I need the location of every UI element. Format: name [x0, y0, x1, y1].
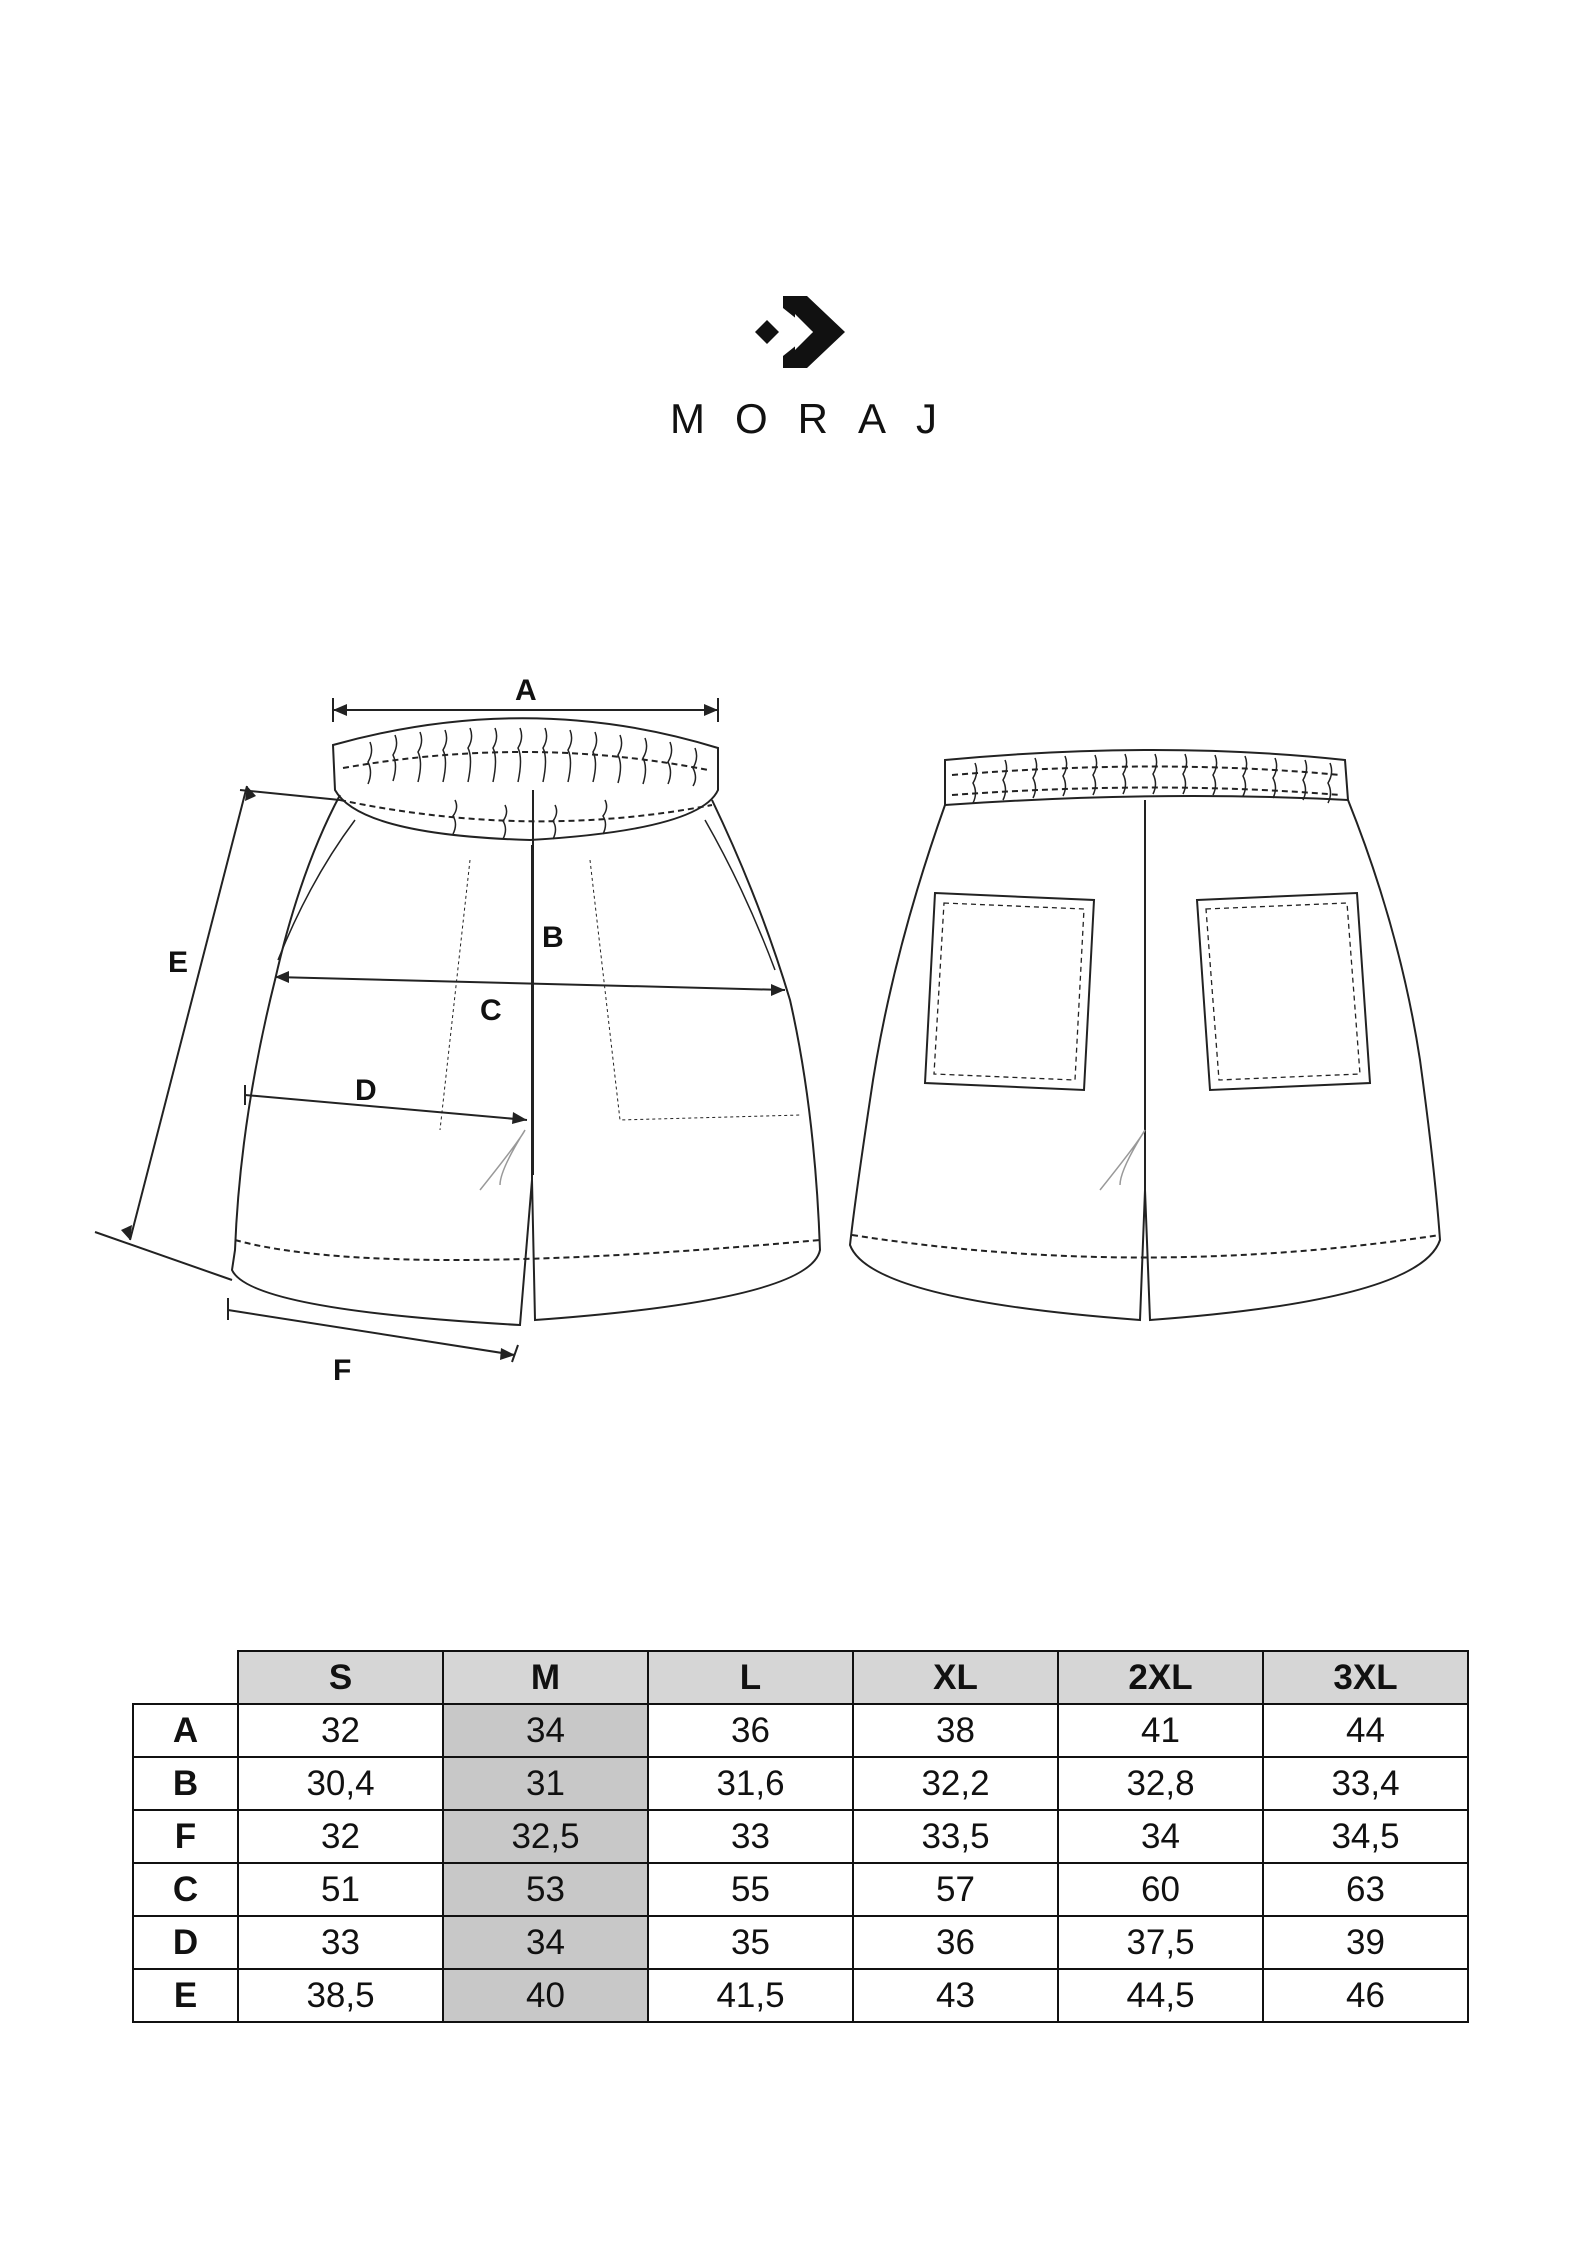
table-cell: 34,5	[1263, 1810, 1468, 1863]
table-row	[133, 1810, 1468, 1863]
table-cell: 44	[1263, 1704, 1468, 1757]
size-header: 3XL	[1263, 1651, 1468, 1704]
table-cell: 46	[1263, 1969, 1468, 2022]
table-cell: 34	[443, 1704, 648, 1757]
table-cell: 33	[648, 1810, 853, 1863]
label-d: D	[355, 1074, 377, 1107]
row-label: A	[133, 1704, 238, 1757]
table-cell: 40	[443, 1969, 648, 2022]
table-cell: 30,4	[238, 1757, 443, 1810]
size-chart-table	[132, 1650, 1469, 2023]
table-row	[133, 1969, 1468, 2022]
dimension-lines	[95, 698, 785, 1362]
brand-name: MORAJ	[670, 395, 967, 442]
table-cell: 32	[238, 1704, 443, 1757]
table-cell: 44,5	[1058, 1969, 1263, 2022]
table-cell: 32	[238, 1810, 443, 1863]
table-cell: 53	[443, 1863, 648, 1916]
table-cell: 32,8	[1058, 1757, 1263, 1810]
table-cell: 39	[1263, 1916, 1468, 1969]
size-header: L	[648, 1651, 853, 1704]
row-label: E	[133, 1969, 238, 2022]
table-cell: 38	[853, 1704, 1058, 1757]
table-cell: 57	[853, 1863, 1058, 1916]
label-f: F	[333, 1354, 352, 1387]
size-header: M	[443, 1651, 648, 1704]
table-cell: 33,4	[1263, 1757, 1468, 1810]
row-label: B	[133, 1757, 238, 1810]
label-b: B	[542, 921, 564, 954]
table-cell: 33	[238, 1916, 443, 1969]
table-cell: 43	[853, 1969, 1058, 2022]
table-cell: 60	[1058, 1863, 1263, 1916]
table-cell: 32,5	[443, 1810, 648, 1863]
table-cell: 34	[443, 1916, 648, 1969]
table-cell: 37,5	[1058, 1916, 1263, 1969]
back-view	[850, 750, 1440, 1320]
table-cell: 51	[238, 1863, 443, 1916]
table-cell: 36	[853, 1916, 1058, 1969]
table-cell: 33,5	[853, 1810, 1058, 1863]
label-e: E	[168, 946, 189, 979]
size-header: S	[238, 1651, 443, 1704]
size-header: XL	[853, 1651, 1058, 1704]
row-label: F	[133, 1810, 238, 1863]
size-header: 2XL	[1058, 1651, 1263, 1704]
table-cell: 38,5	[238, 1969, 443, 2022]
table-row	[133, 1704, 1468, 1757]
table-row	[133, 1757, 1468, 1810]
table-cell: 41,5	[648, 1969, 853, 2022]
label-a: A	[515, 674, 537, 707]
table-cell: 31,6	[648, 1757, 853, 1810]
table-cell: 63	[1263, 1863, 1468, 1916]
table-cell: 34	[1058, 1810, 1263, 1863]
table-cell: 32,2	[853, 1757, 1058, 1810]
table-header-row	[133, 1651, 1468, 1704]
front-view	[232, 718, 820, 1325]
table-row	[133, 1916, 1468, 1969]
table-cell: 41	[1058, 1704, 1263, 1757]
table-cell: 36	[648, 1704, 853, 1757]
label-c: C	[480, 994, 502, 1027]
table-corner	[133, 1651, 238, 1704]
table-cell: 55	[648, 1863, 853, 1916]
table-cell: 35	[648, 1916, 853, 1969]
row-label: D	[133, 1916, 238, 1969]
table-cell: 31	[443, 1757, 648, 1810]
table-row	[133, 1863, 1468, 1916]
row-label: C	[133, 1863, 238, 1916]
